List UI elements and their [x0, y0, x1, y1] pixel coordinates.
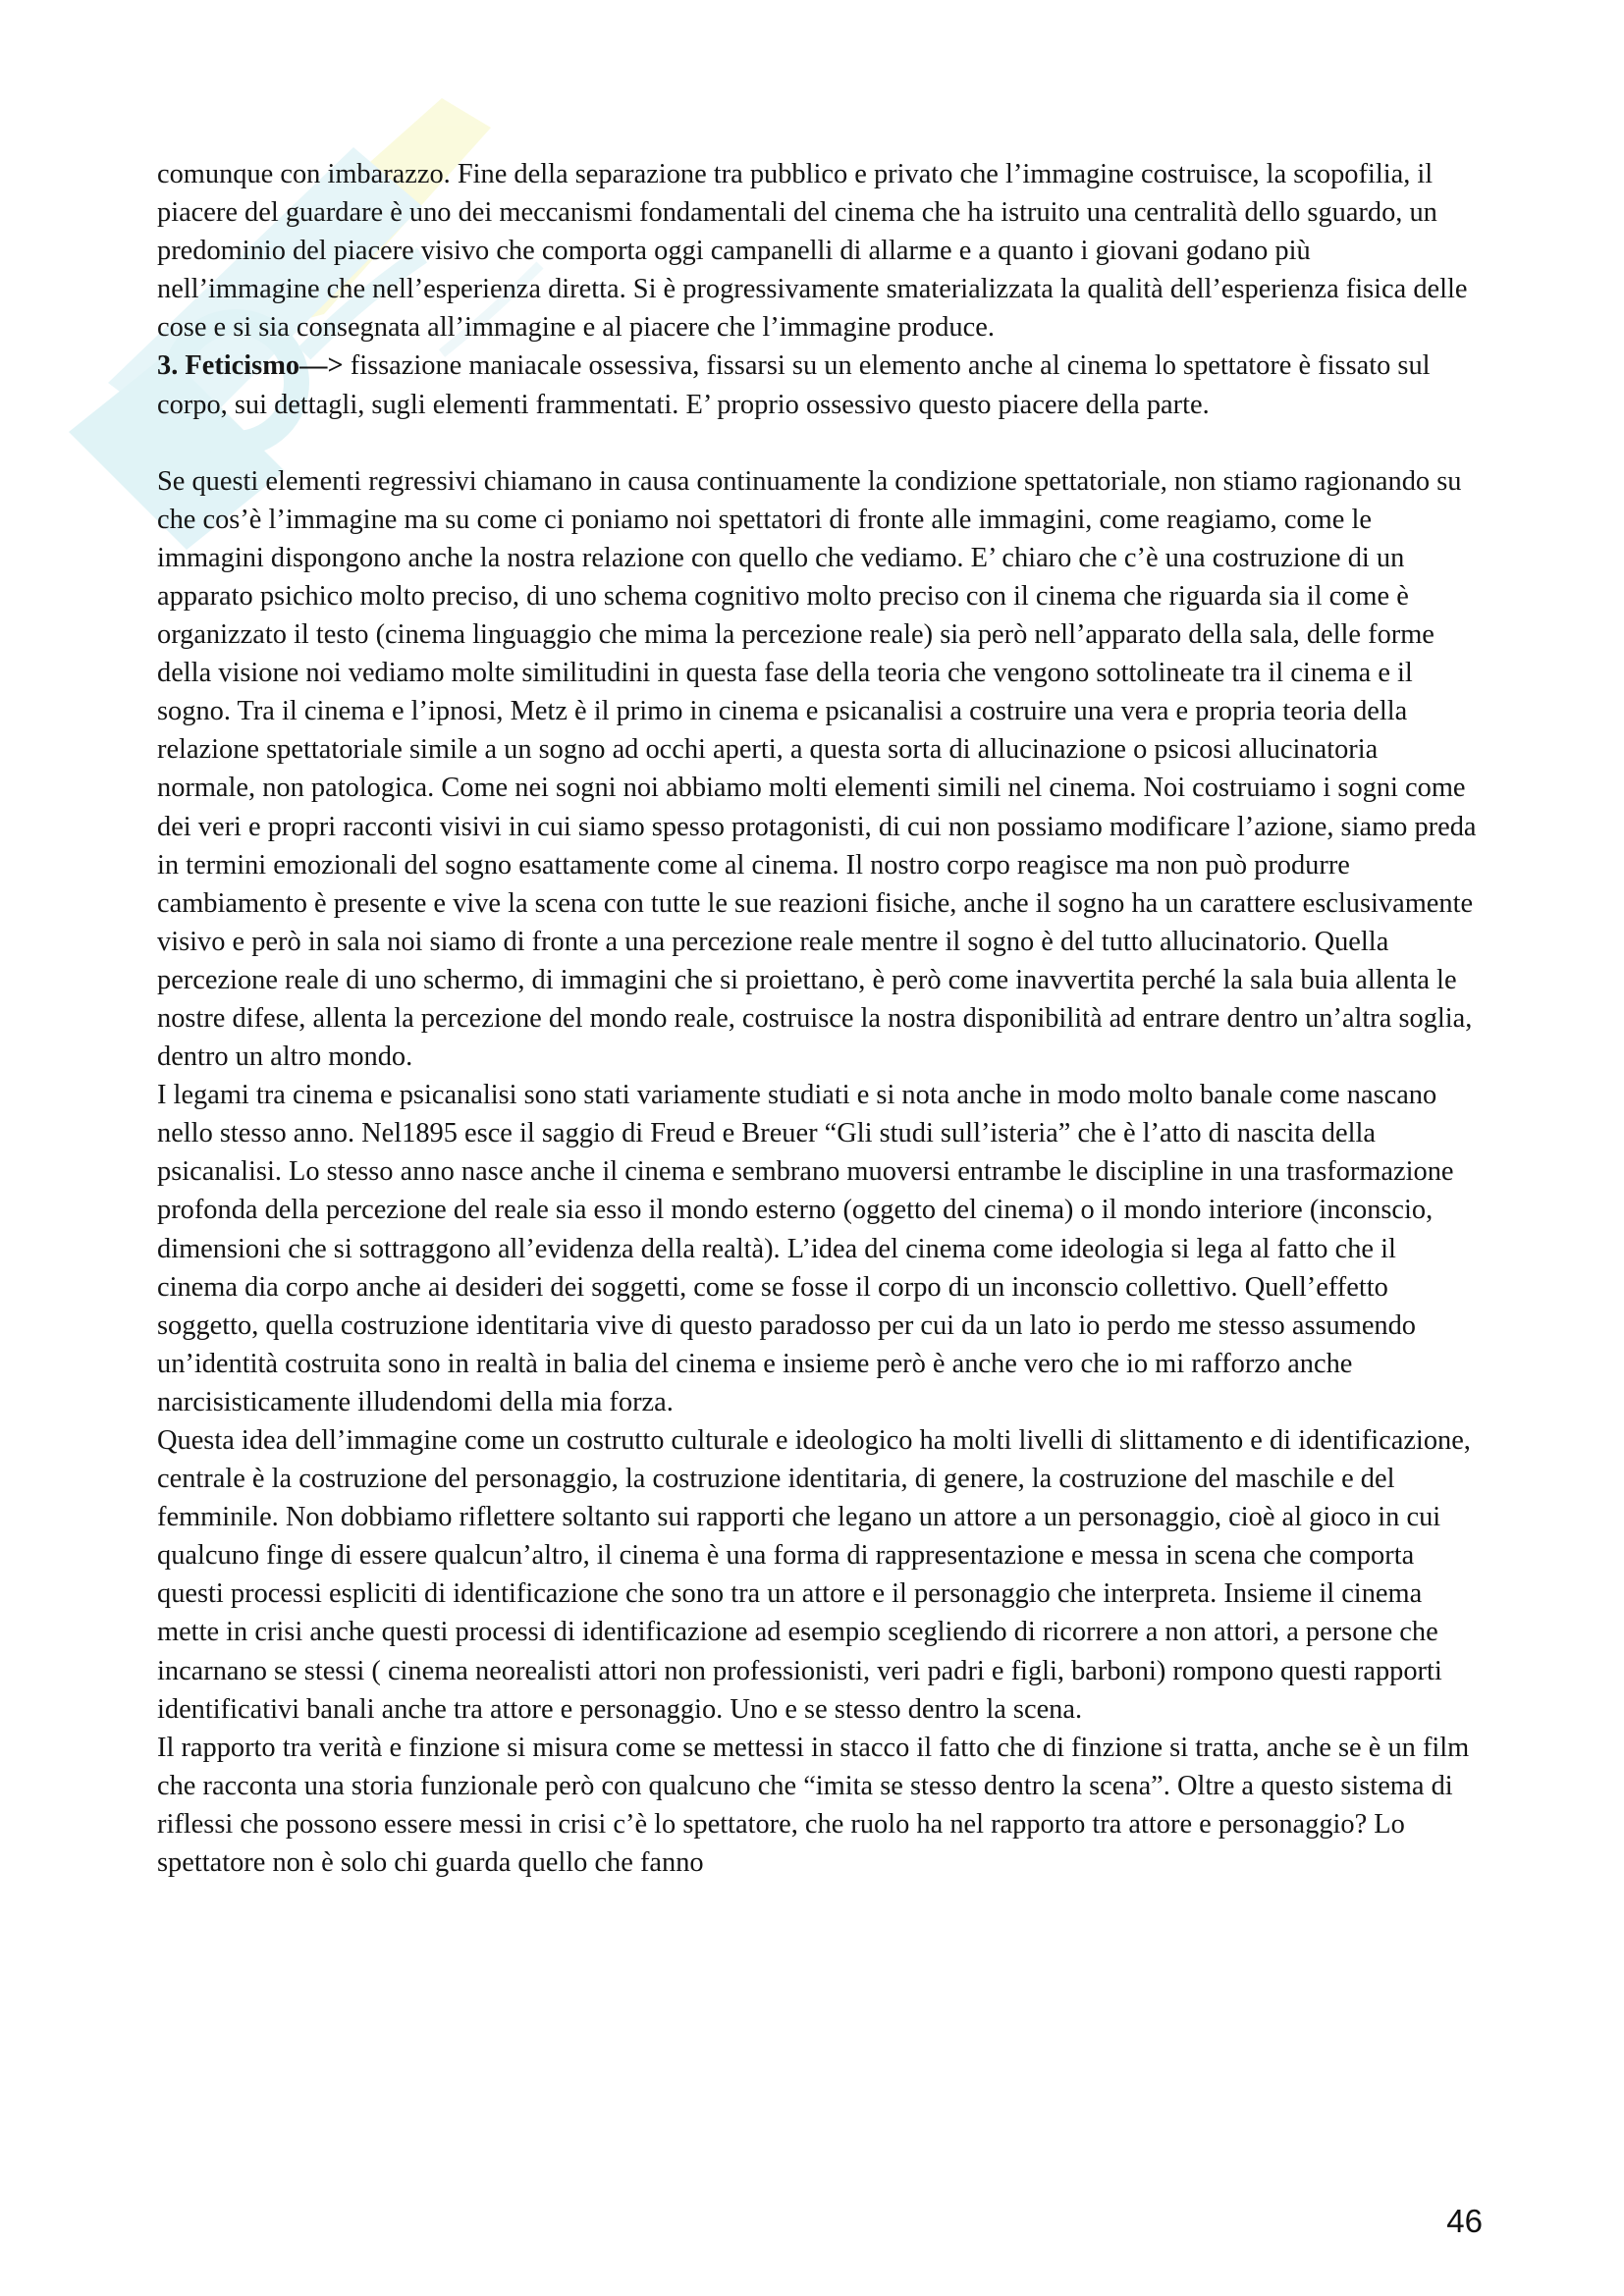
paragraph-verita-finzione: Il rapporto tra verità e finzione si misura come se mettessi in stacco il fatto che di finzione si tratta, anche se è un film che racconta una storia funzionale però con qualcuno che “imita se stesso dentro la scena”. Oltre a questo sistema di riflessi che possono essere messi in crisi c’è lo spettatore, che ruolo ha nel rapporto tra attore e personaggio? Lo spettatore non è solo chi guarda quello che fanno: [157, 1732, 1470, 1879]
paragraph-identificazione: Questa idea dell’immagine come un costrutto culturale e ideologico ha molti livelli di slittamento e di identificazione, centrale è la costruzione del personaggio, la costruzione identitaria, di genere, la costruzione del maschile e del femminile. Non dobbiamo riflettere soltanto sui rapporti che legano un attore a un personaggio, cioè al gioco in cui qualcuno finge di essere qualcun’altro, il cinema è una forma di rappresentazione e messa in scena che comporta questi processi espliciti di identificazione che sono tra un attore e il personaggio che interpreta. Insieme il cinema mette in crisi anche questi processi di identificazione ad esempio scegliendo di ricorrere a non attori, a persone che incarnano se stessi ( cinema neorealisti attori non professionisti, veri padri e figli, barboni) rompono questi rapporti identificativi banali anche tra attore e personaggio. Uno e se stesso dentro la scena.: [157, 1425, 1471, 1725]
paragraph-cinema-psicanalisi: I legami tra cinema e psicanalisi sono stati variamente studiati e si nota anche in modo molto banale come nascano nello stesso anno. Nel1895 esce il saggio di Freud e Breuer “Gli studi sull’isteria” che è l’atto di nascita della psicanalisi. Lo stesso anno nasce anche il cinema e sembrano muoversi entrambe le discipline in una trasformazione profonda della percezione del reale sia esso il mondo esterno (oggetto del cinema) o il mondo interiore (inconscio, dimensioni che si sottraggono all’evidenza della realtà). L’idea del cinema come ideologia si lega al fatto che il cinema dia corpo anche ai desideri dei soggetti, come se fosse il corpo di un inconscio collettivo. Quell’effetto soggetto, quella costruzione identitaria vive di questo paradosso per cui da un lato io perdo me stesso assumendo un’identità costruita sono in realtà in balia del cinema e insieme però è anche vero che io mi rafforzo anche narcisisticamente illudendomi della mia forza.: [157, 1080, 1454, 1417]
paragraph-feticismo: [157, 347, 1478, 423]
document-body: [157, 155, 1478, 1882]
paragraph-condizione-spettatoriale: Se questi elementi regressivi chiamano in causa continuamente la condizione spettatoriale, non stiamo ragionando su che cos’è l’immagine ma su come ci poniamo noi spettatori di fronte alle immagini, come reagiamo, come le immagini dispongono anche la nostra relazione con quello che vediamo. E’ chiaro che c’è una costruzione di un apparato psichico molto preciso, di uno schema cognitivo molto preciso con il cinema che riguarda sia il come è organizzato il testo (cinema linguaggio che mima la percezione reale) sia però nell’apparato della sala, delle forme della visione noi vediamo molte similitudini in questa fase della teoria che vengono sottolineate tra il cinema e il sogno. Tra il cinema e l’ipnosi, Metz è il primo in cinema e psicanalisi a costruire una vera e propria teoria della relazione spettatoriale simile a un sogno ad occhi aperti, a questa sorta di allucinazione o psicosi allucinatoria normale, non patologica. Come nei sogni noi abbiamo molti elementi simili nel cinema. Noi costruiamo i sogni come dei veri e propri racconti visivi in cui siamo spesso protagonisti, di cui non possiamo modificare l’azione, siamo preda in termini emozionali del sogno esattamente come al cinema. Il nostro corpo reagisce ma non può produrre cambiamento è presente e vive la scena con tutte le sue reazioni fisiche, anche il sogno ha un carattere esclusivamente visivo e però in sala noi siamo di fronte a una percezione reale mentre il sogno è del tutto allucinatorio. Quella percezione reale di uno schermo, di immagini che si proiettano, è però come inavvertita perché la sala buia allenta le nostre difese, allenta la percezione del mondo reale, costruisce la nostra disponibilità ad entrare dentro un’altra soglia, dentro un altro mondo.: [157, 465, 1477, 1073]
page-number: 46: [1446, 2203, 1483, 2239]
feticismo-text: fissazione maniacale ossessiva, fissarsi su un elemento anche al cinema lo spettatore è fissato sul corpo, sui dettagli, sugli elementi frammentati. E’ proprio ossessivo questo piacere della parte.: [157, 350, 1431, 420]
feticismo-heading: 3. Feticismo—>: [157, 350, 344, 382]
paragraph-scopofilia: comunque con imbarazzo. Fine della separazione tra pubblico e privato che l’immagine costruisce, la scopofilia, il piacere del guardare è uno dei meccanismi fondamentali del cinema che ha istruito una centralità dello sguardo, un predominio del piacere visivo che comporta oggi campanelli di allarme e a quanto i giovani godano più nell’immagine che nell’esperienza diretta. Si è progressivamente smaterializzata la qualità dell’esperienza fisica delle cose e si sia consegnata all’immagine e al piacere che l’immagine produce.: [157, 159, 1468, 344]
paragraph-gap: [157, 424, 1478, 462]
